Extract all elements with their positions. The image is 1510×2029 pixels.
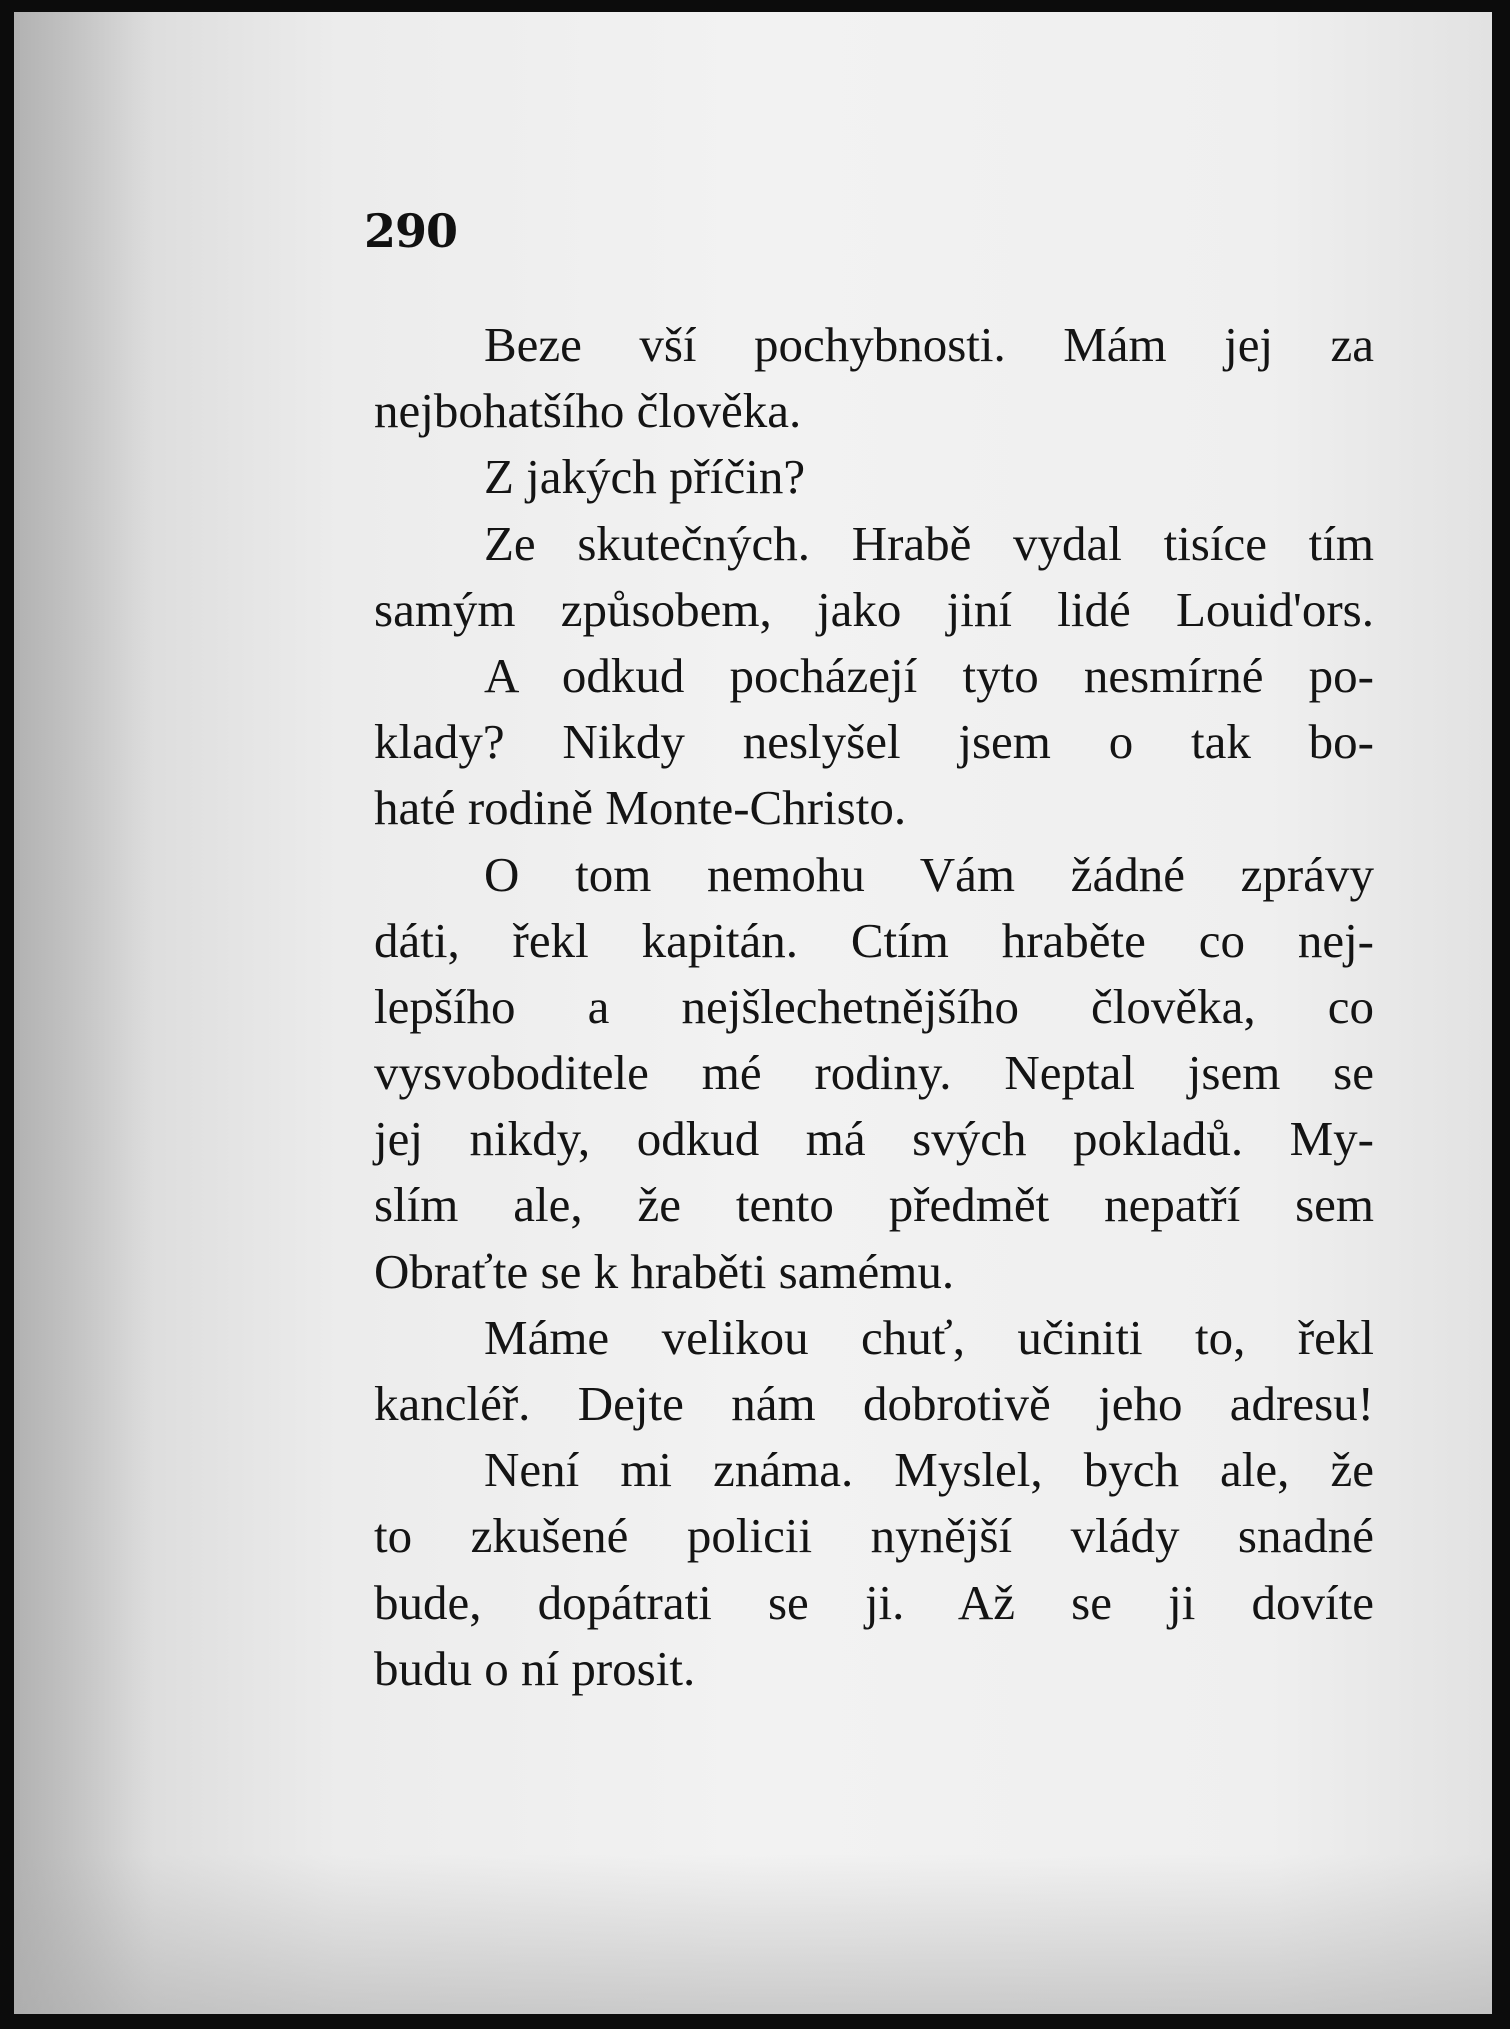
text-line: Ze skutečných. Hrabě vydal tisíce tím (484, 515, 1374, 571)
text-line: samým způsobem, jako jiní lidé Louid'ors. (374, 581, 1374, 637)
text-line: Beze vší pochybnosti. Mám jej za (484, 317, 1374, 372)
text-line: A odkud pocházejí tyto nesmírné po- (484, 647, 1374, 703)
text-line: bude, dopátrati se ji. Až se ji dovíte (374, 1574, 1374, 1630)
text-line: Není mi známa. Myslel, bych ale, že (484, 1442, 1374, 1498)
page-number: 290 (364, 204, 458, 258)
text-line: lepšího a nejšlechetnějšího člověka, co (374, 978, 1374, 1034)
text-line: nejbohatšího člověka. (374, 383, 802, 439)
text-line: dáti, řekl kapitán. Ctím hraběte co nej- (374, 912, 1374, 968)
text-line: Obraťte se k hraběti samému. (374, 1243, 955, 1299)
text-line: slím ale, že tento předmět nepatří sem (374, 1177, 1374, 1233)
text-line: O tom nemohu Vám žádné zprávy (484, 846, 1374, 902)
text-line: jej nikdy, odkud má svých pokladů. My- (374, 1111, 1374, 1167)
text-line: budu o ní prosit. (374, 1640, 696, 1696)
text-line: kancléř. Dejte nám dobrotivě jeho adresu! (374, 1376, 1374, 1431)
text-line: haté rodině Monte-Christo. (374, 780, 907, 836)
text-line: to zkušené policii nynější vlády snadné (374, 1508, 1374, 1564)
text-line: klady? Nikdy neslyšel jsem o tak bo- (374, 714, 1374, 770)
text-line: Máme velikou chuť, učiniti to, řekl (484, 1309, 1374, 1365)
book-page (14, 12, 1492, 2014)
text-line: vysvoboditele mé rodiny. Neptal jsem se (374, 1045, 1374, 1101)
body-text (374, 312, 1374, 1702)
text-line: Z jakých příčin? (484, 449, 806, 505)
